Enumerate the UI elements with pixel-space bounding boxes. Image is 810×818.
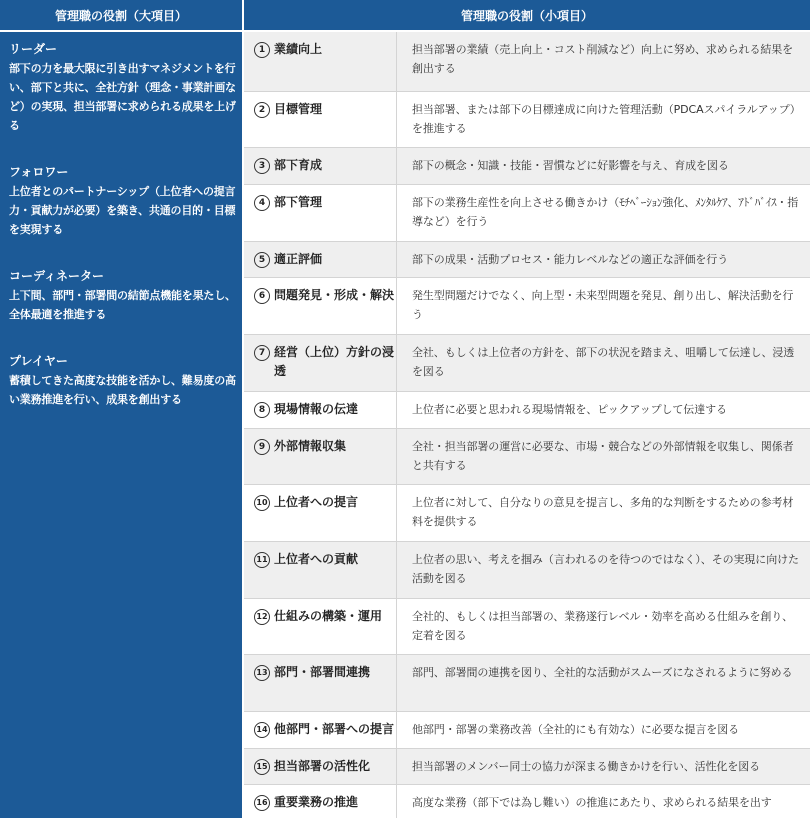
item-name-cell [244, 185, 397, 241]
item-description: 他部門・部署の業務改善（全社的にも有効な）に必要な提言を図る [412, 723, 739, 736]
role-leader [9, 40, 236, 135]
item-name-cell [244, 785, 397, 818]
item-name-cell [244, 655, 397, 711]
item-name-cell [244, 599, 397, 654]
item-name: 仕組みの構築・運用 [274, 609, 383, 623]
role-title: コーディネーター [9, 269, 105, 283]
item-name-cell [244, 242, 397, 277]
item-name: 問題発見・形成・解決 [274, 288, 395, 302]
table-row [244, 392, 810, 429]
item-name: 重要業務の推進 [274, 795, 359, 809]
table-row [244, 242, 810, 278]
item-name: 適正評価 [274, 252, 323, 266]
item-name-cell [244, 712, 397, 748]
item-name-cell [244, 278, 397, 334]
item-description: 部門、部署間の連携を図り、全社的な活動がスムーズになされるように努める [412, 666, 793, 679]
item-name-cell [244, 749, 397, 784]
role-description: 上下間、部門・部署間の結節点機能を果たし、全体最適を推進する [9, 289, 236, 321]
table-row [244, 655, 810, 712]
table-row [244, 749, 810, 785]
table-row [244, 32, 810, 92]
table-row [244, 599, 810, 655]
item-number: 9 [254, 439, 270, 455]
item-number: 11 [254, 552, 270, 568]
item-number: 7 [254, 345, 270, 361]
table-row [244, 148, 810, 185]
role-title: リーダー [9, 42, 58, 56]
table-row [244, 335, 810, 392]
item-name: 他部門・部署への提言 [274, 722, 395, 736]
table-row [244, 785, 810, 818]
item-number: 1 [254, 42, 270, 58]
item-description: 部下の業務生産性を向上させる働きかけ（ﾓﾁﾍﾞｰｼｮﾝ強化、ﾒﾝﾀﾙｹｱ、ｱﾄﾞﾊﾞｲｽ・指導など）を行う [412, 196, 799, 228]
item-number: 3 [254, 158, 270, 174]
item-description: 担当部署、または部下の目標達成に向けた管理活動（PDCAスパイラルアップ）を推進する [412, 103, 801, 135]
item-description: 高度な業務（部下では為し難い）の推進にあたり、求められる結果を出す [412, 796, 772, 809]
item-name-cell [244, 335, 397, 391]
role-description: 部下の力を最大限に引き出すマネジメントを行い、部下と共に、全社方針（理念・事業計画など）の実現、担当部署に求められる成果を上げる [9, 62, 236, 132]
item-description: 全社・担当部署の運営に必要な、市場・競合などの外部情報を収集し、関係者と共有する [412, 440, 794, 472]
role-description: 上位者とのパートナーシップ（上位者への提言力・貢献力が必要）を築き、共通の目的・目標を実現する [9, 185, 236, 236]
item-description: 上位者に必要と思われる現場情報を、ピックアップして伝達する [412, 403, 727, 416]
role-coordinator [9, 267, 236, 324]
item-description: 部下の概念・知識・技能・習慣などに好影響を与え、育成を図る [412, 159, 729, 172]
item-name: 外部情報収集 [274, 439, 347, 453]
item-name: 部下育成 [274, 158, 323, 172]
role-title: プレイヤー [9, 354, 68, 368]
item-name: 現場情報の伝達 [274, 402, 359, 416]
table-row [244, 542, 810, 599]
item-description: 発生型問題だけでなく、向上型・未来型問題を発見、創り出し、解決活動を行う [412, 289, 794, 321]
item-name-cell [244, 392, 397, 428]
major-roles-column [0, 32, 242, 818]
item-number: 12 [254, 609, 270, 625]
item-number: 5 [254, 252, 270, 268]
table-row [244, 485, 810, 542]
table-row [244, 185, 810, 242]
item-name: 部門・部署間連携 [274, 665, 371, 679]
item-name-cell [244, 32, 397, 91]
item-description: 全社的、もしくは担当部署の、業務遂行レベル・効率を高める仕組みを創り、定着を図る [412, 610, 794, 642]
item-number: 13 [254, 665, 270, 681]
item-number: 8 [254, 402, 270, 418]
item-number: 2 [254, 102, 270, 118]
table-row [244, 92, 810, 148]
item-number: 6 [254, 288, 270, 304]
table-row [244, 712, 810, 749]
item-name-cell [244, 542, 397, 598]
item-name: 経営（上位）方針の浸透 [274, 345, 395, 378]
item-name-cell [244, 148, 397, 184]
item-number: 4 [254, 195, 270, 211]
item-name: 担当部署の活性化 [274, 759, 371, 773]
header-major-roles: 管理職の役割（大項目） [0, 0, 242, 30]
item-name: 部下管理 [274, 195, 323, 209]
table-row [244, 429, 810, 485]
item-name: 業績向上 [274, 42, 323, 56]
item-name-cell [244, 92, 397, 147]
item-description: 全社、もしくは上位者の方針を、部下の状況を踏まえ、咀嚼して伝達し、浸透を図る [412, 346, 795, 378]
role-player [9, 352, 236, 409]
item-name-cell [244, 429, 397, 484]
header-minor-roles: 管理職の役割（小項目） [244, 0, 810, 30]
item-number: 14 [254, 722, 270, 738]
item-name: 目標管理 [274, 102, 323, 116]
item-description: 担当部署の業績（売上向上・コスト削減など）向上に努め、求められる結果を創出する [412, 43, 794, 75]
item-description: 担当部署のメンバー同士の協力が深まる働きかけを行い、活性化を図る [412, 760, 761, 773]
item-number: 10 [254, 495, 270, 511]
role-title: フォロワー [9, 165, 69, 179]
role-follower [9, 163, 236, 239]
item-description: 部下の成果・活動プロセス・能力レベルなどの適正な評価を行う [412, 253, 729, 266]
item-description: 上位者の思い、考えを掴み（言われるのを待つのではなく）、その実現に向けた活動を図る [412, 553, 799, 585]
item-name: 上位者への提言 [274, 495, 359, 509]
role-description: 蓄積してきた高度な技能を活かし、難易度の高い業務推進を行い、成果を創出する [9, 374, 236, 406]
item-number: 16 [254, 795, 270, 811]
item-description: 上位者に対して、自分なりの意見を提言し、多角的な判断をするための参考材料を提供する [412, 496, 794, 528]
item-name: 上位者への貢献 [274, 552, 359, 566]
item-number: 15 [254, 759, 270, 775]
table-row [244, 278, 810, 335]
item-name-cell [244, 485, 397, 541]
